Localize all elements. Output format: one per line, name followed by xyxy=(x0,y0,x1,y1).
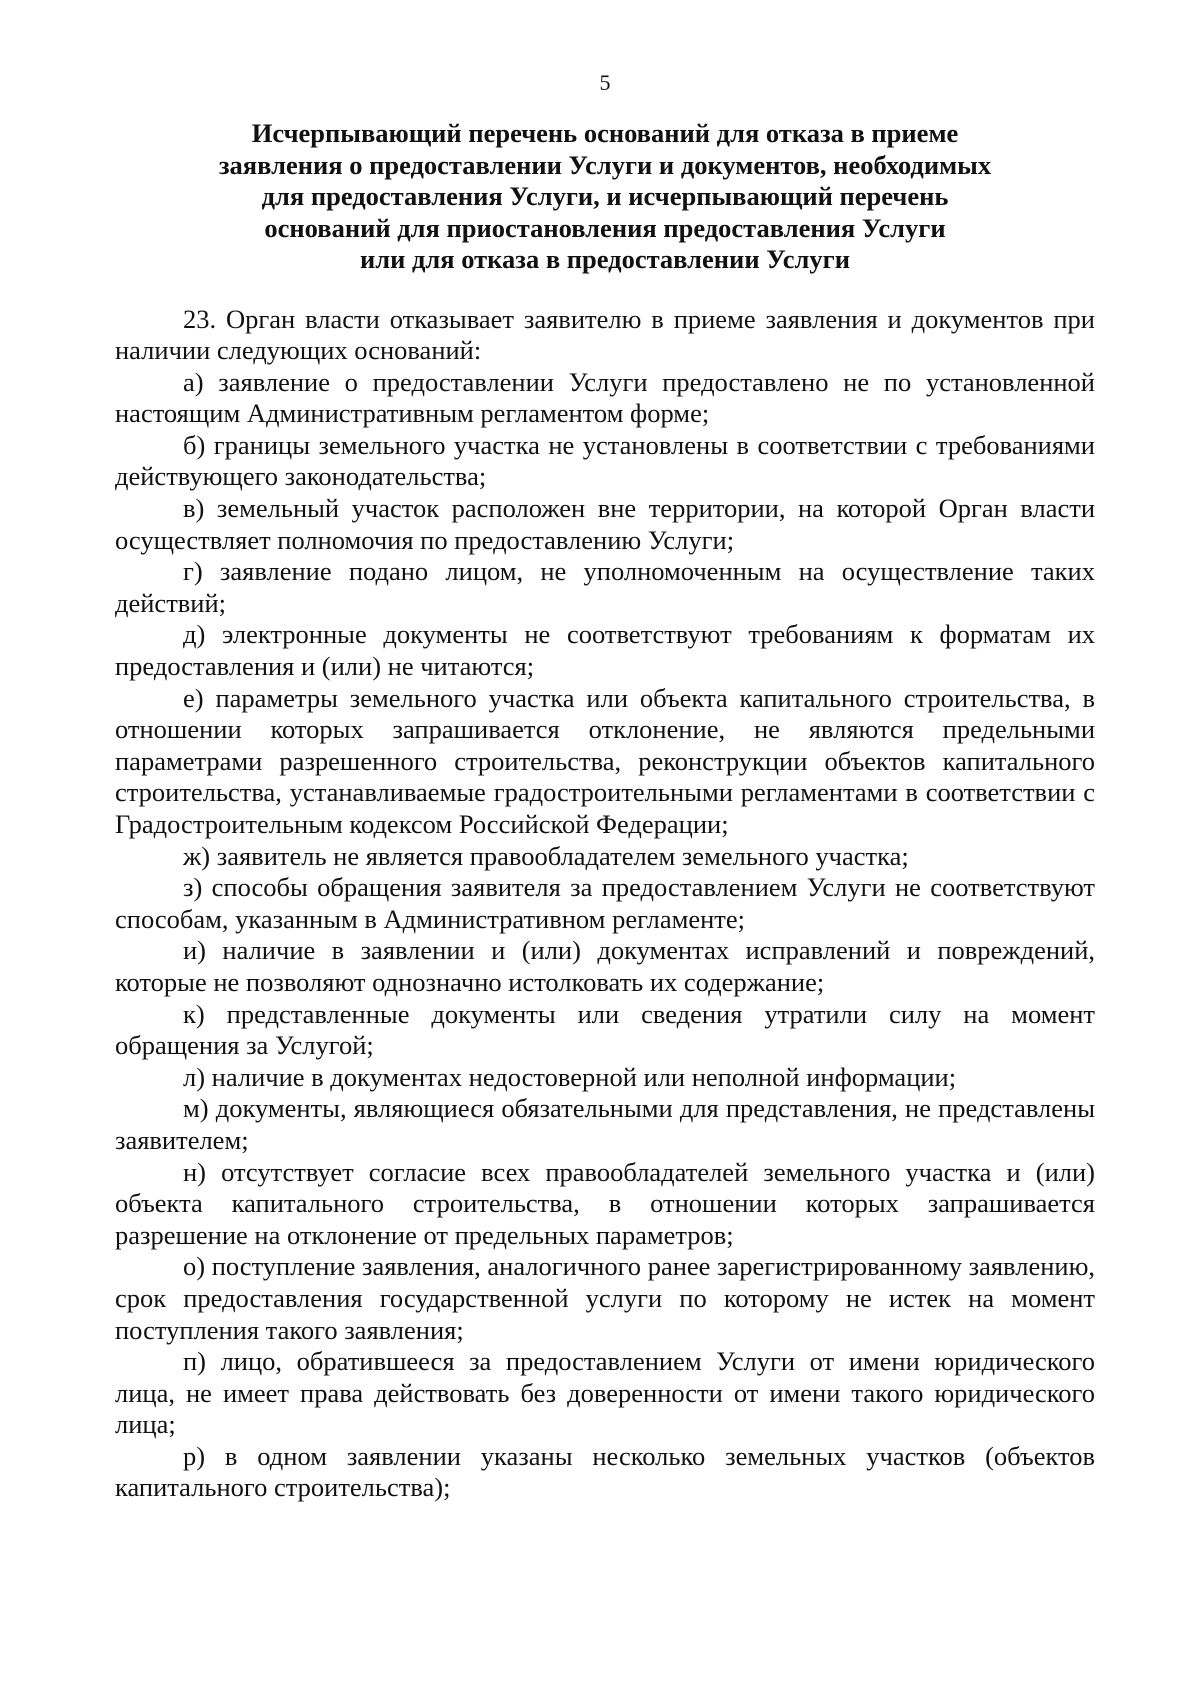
list-item-v: в) земельный участок расположен вне территории, на которой Орган власти осуществляет полномочия по предоставлению Услуги; xyxy=(115,493,1095,555)
heading-line: Исчерпывающий перечень оснований для отказа в приеме xyxy=(251,118,959,148)
list-item-k: к) представленные документы или сведения утратили силу на момент обращения за Услугой; xyxy=(115,998,1095,1061)
list-item-m: м) документы, являющиеся обязательными для представления, не представлены заявителем; xyxy=(115,1093,1095,1155)
list-item-r: р) в одном заявлении указаны несколько земельных участков (объектов капитального строительства); xyxy=(115,1440,1095,1503)
list-item-o: о) поступление заявления, аналогичного ранее зарегистрированному заявлению, срок предоставления государственной услуги по которому не истек на момент поступления такого заявления; xyxy=(115,1251,1095,1345)
list-item-a: а) заявление о предоставлении Услуги предоставлено не по установленной настоящим Административным регламентом форме; xyxy=(115,366,1095,429)
heading-line: или для отказа в предоставлении Услуги xyxy=(360,244,850,274)
list-item-b: б) границы земельного участка не установлены в соответствии с требованиями действующего законодательства; xyxy=(115,429,1095,492)
heading-line: заявления о предоставлении Услуги и документов, необходимых xyxy=(218,149,992,180)
list-item-zh: ж) заявитель не является правообладателем земельного участка; xyxy=(183,840,909,871)
list-item-p: п) лицо, обратившееся за предоставлением Услуги от имени юридического лица, не имеет права действовать без доверенности от имени такого юридического лица; xyxy=(115,1346,1095,1440)
list-item-n: н) отсутствует согласие всех правообладателей земельного участка и (или) объекта капитального строительства, в отношении которых запрашивается разрешение на отклонение от предельных параметров; xyxy=(115,1156,1095,1250)
list-item-i: и) наличие в заявлении и (или) документах исправлений и повреждений, которые не позволяют однозначно истолковать их содержание; xyxy=(115,935,1095,997)
page-number: 5 xyxy=(599,70,611,95)
section-heading xyxy=(115,118,1095,276)
document-body xyxy=(115,304,1095,1505)
list-item-g: г) заявление подано лицом, не уполномоченным на осуществление таких действий; xyxy=(115,556,1095,618)
list-item-e: е) параметры земельного участка или объекта капитального строительства, в отношении которых запрашивается отклонение, не являются предельными параметрами разрешенного строительства, реконструкции объектов капитального строительства, устанавливаемые градостроительными регламентами в соответствии с Градостроительным кодексом Российской Федерации; xyxy=(115,682,1095,839)
heading-line: для предоставления Услуги, и исчерпывающий перечень xyxy=(261,181,949,211)
list-item-d: д) электронные документы не соответствуют требованиям к форматам их предоставления и (или) не читаются; xyxy=(115,619,1095,682)
paragraph-23-intro: 23. Орган власти отказывает заявителю в приеме заявления и документов при наличии следующих оснований: xyxy=(115,303,1095,366)
list-item-z: з) способы обращения заявителя за предоставлением Услуги не соответствуют способам, указанным в Административном регламенте; xyxy=(115,872,1095,934)
list-item-l: л) наличие в документах недостоверной или неполной информации; xyxy=(183,1061,957,1092)
heading-line: оснований для приостановления предоставления Услуги xyxy=(264,212,946,243)
